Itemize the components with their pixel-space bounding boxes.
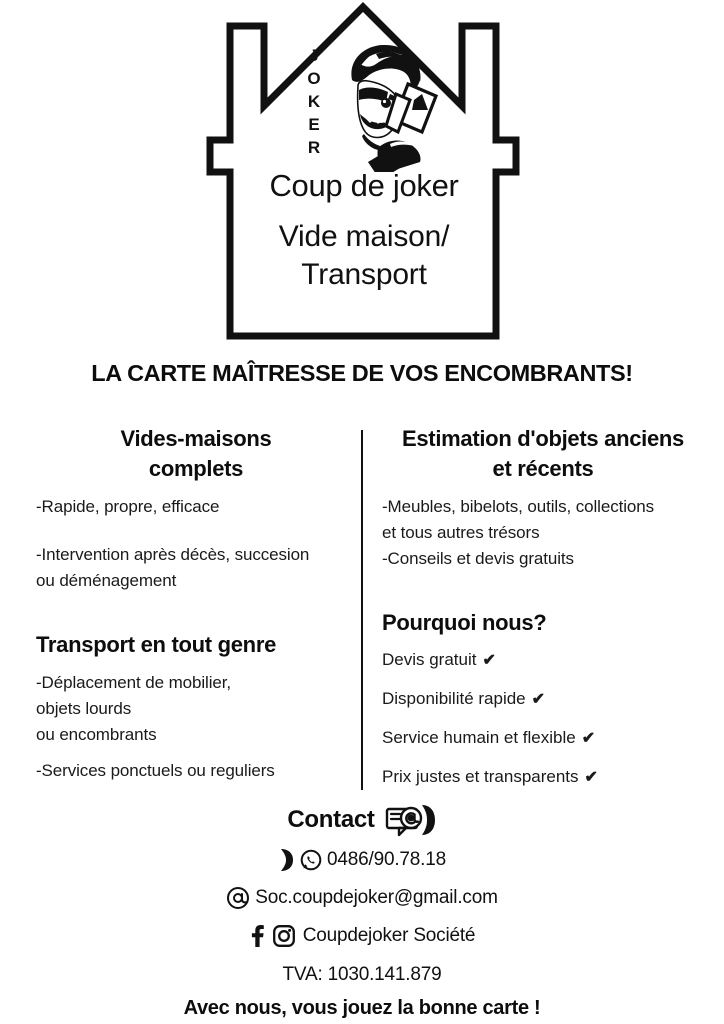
benefit-item [382,726,704,751]
email-address: Soc.coupdejoker@gmail.com [255,887,498,908]
section-line: -Intervention après décès, succesion [36,545,310,564]
benefit-item [382,687,704,712]
spacer [382,484,704,494]
joker-face-card-icon [324,40,446,172]
check-icon: ✔ [581,730,596,747]
joker-letter: R [307,138,321,157]
section-title [382,424,704,484]
footer-slogan: Avec nous, vous jouez la bonne carte ! [183,997,541,1019]
left-column [36,424,356,784]
brand-subtitle-line1: Vide maison/ [278,220,450,253]
joker-letter: J [309,46,319,65]
benefit-item [382,648,704,673]
whatsapp-icon [300,849,322,871]
section-title-line1: Transport en tout genre [36,632,277,657]
spacer [36,594,356,630]
section-title [36,424,356,484]
email-phone-contact-icon [385,801,437,839]
benefit-label: Devis gratuit [382,650,477,669]
section-vides-maisons [36,424,356,594]
logo-house-block [196,2,532,346]
section-title-line2: complets [148,456,244,481]
section-title-line1: Estimation d'objets anciens [402,426,684,451]
section-line: -Meubles, bibelots, outils, collections [382,497,655,516]
joker-letter: O [307,69,321,88]
facebook-icon[interactable] [249,924,265,948]
contact-email-row[interactable] [0,886,724,910]
section-line: -Conseils et devis gratuits [382,549,574,568]
at-sign-icon [226,886,250,910]
section-title-line1: Pourquoi nous? [382,610,547,635]
spacer [382,638,704,648]
check-icon: ✔ [482,652,496,669]
section-line: -Services ponctuels ou reguliers [36,761,275,780]
section-line: ou déménagement [36,571,177,590]
brand-subtitle-line2: Transport [301,258,427,291]
page-headline: LA CARTE MAÎTRESSE DE VOS ENCOMBRANTS! [91,360,633,386]
benefit-label: Disponibilité rapide [382,689,526,708]
joker-letter: K [307,92,321,111]
contact-social-row[interactable] [0,924,724,948]
section-title [382,608,704,638]
brand-name: Coup de joker [269,168,459,203]
phone-handset-icon [278,848,295,872]
section-estimation [382,424,704,572]
joker-letter: E [308,115,320,134]
section-line: -Déplacement de mobilier, [36,673,231,692]
section-title [36,630,356,660]
benefit-item [382,765,704,790]
spacer [36,748,356,758]
section-title-line2: et récents [492,456,594,481]
benefit-label: Prix justes et transparents [382,767,579,786]
contact-heading-label: Contact [287,806,375,833]
section-pourquoi-nous [382,608,704,790]
right-column [382,424,704,804]
brand-subtitle [196,218,532,294]
phone-number: 0486/90.78.18 [327,849,446,870]
spacer [36,484,356,494]
section-title-line1: Vides-maisons [120,426,272,451]
section-line: et tous autres trésors [382,523,540,542]
check-icon: ✔ [531,691,546,708]
contact-phone-row[interactable] [0,848,724,872]
spacer [36,520,356,542]
section-line: objets lourds [36,699,132,718]
social-handle: Coupdejoker Société [302,925,476,946]
section-transport [36,630,356,784]
spacer [382,572,704,608]
contact-heading [0,800,724,840]
spacer [36,660,356,670]
benefit-label: Service humain et flexible [382,728,576,747]
section-line: -Rapide, propre, efficace [36,497,220,516]
column-divider [361,430,363,790]
section-line: ou encombrants [36,725,157,744]
contact-block [0,800,724,1020]
instagram-icon[interactable] [272,924,296,948]
tva-number: TVA: 1030.141.879 [282,964,442,985]
check-icon: ✔ [584,769,598,786]
